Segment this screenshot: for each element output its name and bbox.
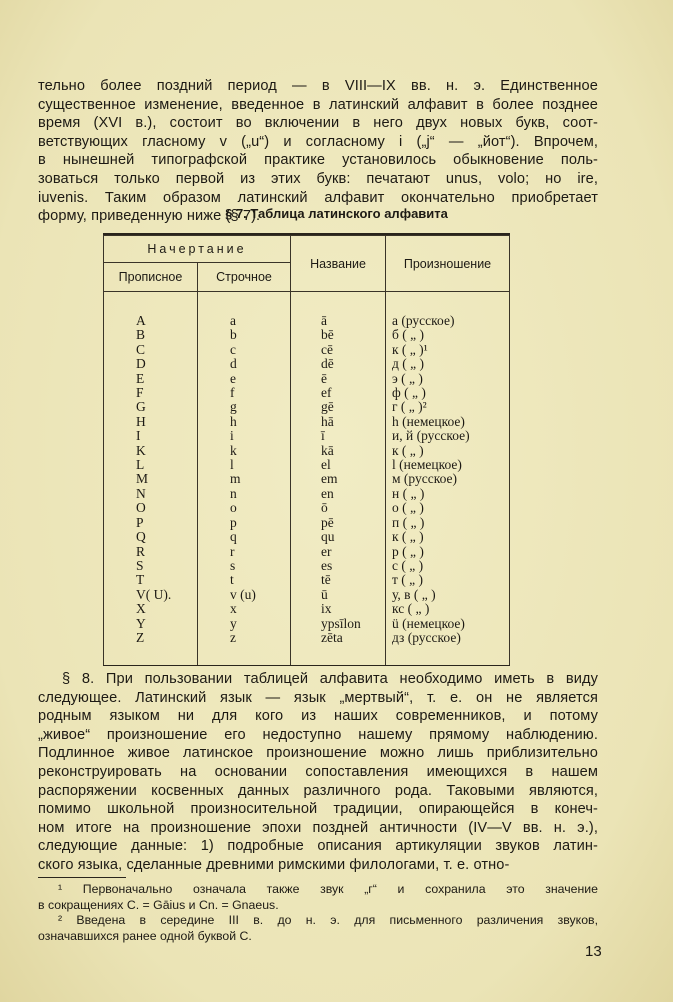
uppercase-cell: N [104,487,198,501]
text-line: Подлинное живое латинское произношение можно лишь приблизительно [38,745,598,762]
pronunciation-cell: у, в ( „ ) [386,588,510,602]
lowercase-cell: x [198,602,291,616]
table-row [104,588,510,602]
lowercase-cell: i [198,429,291,443]
name-cell: tē [291,573,386,587]
pronunciation-cell: р ( „ ) [386,545,510,559]
name-cell: dē [291,357,386,371]
table-row [104,516,510,530]
text-line: время (XVI в.), состоит во включении в него двух новых букв, соот- [38,115,598,132]
text-line: ветствующих гласному v („u“) и согласному i („j“ — „йот“). Впрочем, [38,133,598,150]
lowercase-cell: d [198,357,291,371]
pronunciation-cell: ф ( „ ) [386,386,510,400]
uppercase-cell: E [104,372,198,386]
pronunciation-cell: б ( „ ) [386,328,510,342]
name-cell: ix [291,602,386,616]
pronunciation-cell: к ( „ )¹ [386,343,510,357]
pronunciation-cell: н ( „ ) [386,487,510,501]
name-cell: ā [291,314,386,328]
lowercase-cell: p [198,516,291,530]
footnote-line: ¹ Первоначально означала также звук „г“ и сохранила это значение [58,882,598,896]
table-row [104,559,510,573]
pronunciation-cell: дз (русское) [386,631,510,645]
uppercase-cell: T [104,573,198,587]
name-cell: cē [291,343,386,357]
pronunciation-cell: l (немецкое) [386,458,510,472]
table-end [104,645,510,666]
uppercase-cell: L [104,458,198,472]
name-cell: ō [291,501,386,515]
alphabet-table [103,235,510,666]
pronunciation-cell: п ( „ ) [386,516,510,530]
lowercase-cell: a [198,314,291,328]
header-group-nachertanie: Начертание [104,236,291,263]
table-row [104,501,510,515]
text-line: зоваться только первой из этих букв: печатают unus, volo; но ire, [38,171,598,187]
uppercase-cell: Z [104,631,198,645]
lowercase-cell: n [198,487,291,501]
name-cell: ū [291,588,386,602]
uppercase-cell: R [104,545,198,559]
table-row [104,314,510,328]
text-line: ского языка, сделанные древними римскими филологами, т. е. отно- [38,857,510,873]
name-cell: kā [291,444,386,458]
pronunciation-cell: кс ( „ ) [386,602,510,616]
table-row [104,487,510,501]
header-pronunciation: Произношение [386,236,510,292]
text-line: следующие данные: 1) подробные описания артикуляции звуков латин- [38,838,598,855]
lowercase-cell: c [198,343,291,357]
name-cell: hā [291,415,386,429]
uppercase-cell: D [104,357,198,371]
table-row [104,545,510,559]
text-line: форму, приведенную ниже (§ 7). [38,208,261,225]
name-cell: ypsīlon [291,617,386,631]
table-row [104,357,510,371]
lowercase-cell: r [198,545,291,559]
table-row [104,343,510,357]
header-lowercase: Строчное [198,263,291,292]
lowercase-cell: v (u) [198,588,291,602]
text-line: распоряжении косвенных данных различного рода. Таковыми являются, [38,782,598,799]
text-line: тельно более поздний период — в VIII—IX вв. н. э. Единственное [38,78,598,94]
table-row [104,429,510,443]
text-line: родным языком ни для кого из наших современников, и потому [38,708,598,725]
lowercase-cell: f [198,386,291,400]
lowercase-cell: h [198,415,291,429]
uppercase-cell: S [104,559,198,573]
name-cell: en [291,487,386,501]
lowercase-cell: o [198,501,291,515]
lowercase-cell: s [198,559,291,573]
table-row [104,415,510,429]
uppercase-cell: X [104,602,198,616]
table-row [104,602,510,616]
table-spacer [104,292,510,315]
name-cell: pē [291,516,386,530]
footnote-line: означавшихся ранее одной буквой С. [38,928,252,943]
lowercase-cell: m [198,472,291,486]
uppercase-cell: H [104,415,198,429]
uppercase-cell: A [104,314,198,328]
table-row [104,400,510,414]
uppercase-cell: V( U). [104,588,198,602]
pronunciation-cell: ü (немецкое) [386,617,510,631]
lowercase-cell: z [198,631,291,645]
footnote-line: в сокращениях C. = Gāius и Cn. = Gnaeus. [38,897,279,912]
uppercase-cell: I [104,429,198,443]
name-cell: ef [291,386,386,400]
table-row [104,617,510,631]
uppercase-cell: C [104,343,198,357]
lowercase-cell: g [198,400,291,414]
lowercase-cell: k [198,444,291,458]
lowercase-cell: y [198,617,291,631]
uppercase-cell: O [104,501,198,515]
pronunciation-cell: г ( „ )² [386,400,510,414]
pronunciation-cell: м (русское) [386,472,510,486]
lowercase-cell: q [198,530,291,544]
pronunciation-cell: h (немецкое) [386,415,510,429]
pronunciation-cell: о ( „ ) [386,501,510,515]
table-row [104,328,510,342]
table-row [104,472,510,486]
name-cell: qu [291,530,386,544]
uppercase-cell: F [104,386,198,400]
pronunciation-cell: э ( „ ) [386,372,510,386]
table-row [104,444,510,458]
uppercase-cell: P [104,516,198,530]
uppercase-cell: G [104,400,198,414]
pronunciation-cell: д ( „ ) [386,357,510,371]
table-row [104,530,510,544]
footnote-rule [38,877,126,878]
text-line: ном итоге на произношение эпохи поздней античности (IV—V вв. н. э.), [38,819,598,836]
uppercase-cell: M [104,472,198,486]
name-cell: es [291,559,386,573]
table-row [104,386,510,400]
name-cell: gē [291,400,386,414]
text-line: существенное изменение, введенное в латинский алфавит в более позднее [38,96,598,113]
uppercase-cell: Q [104,530,198,544]
page-number: 13 [585,943,602,960]
table-title: § 7. Таблица латинского алфавита [225,206,448,221]
uppercase-cell: K [104,444,198,458]
table-row [104,573,510,587]
pronunciation-cell: т ( „ ) [386,573,510,587]
pronunciation-cell: а (русское) [386,314,510,328]
pronunciation-cell: с ( „ ) [386,559,510,573]
lowercase-cell: l [198,458,291,472]
header-uppercase: Прописное [104,263,198,292]
table-row [104,372,510,386]
name-cell: em [291,472,386,486]
name-cell: ē [291,372,386,386]
pronunciation-cell: к ( „ ) [386,444,510,458]
uppercase-cell: Y [104,617,198,631]
text-line: iuvenis. Таким образом латинский алфавит окончательно приобретает [38,189,598,206]
pronunciation-cell: и, й (русское) [386,429,510,443]
text-line: помимо школьной произносительной традиции, опирающейся в конеч- [38,801,598,818]
text-line: следующее. Латинский язык — язык „мертвый“, т. е. он не является [38,689,598,706]
name-cell: ī [291,429,386,443]
text-line: § 8. При пользовании таблицей алфавита необходимо иметь в виду [62,671,598,687]
table-row [104,631,510,645]
text-line: „живое“ произношение его недоступно нашему прямому наблюдению. [38,726,598,743]
name-cell: bē [291,328,386,342]
table-row [104,458,510,472]
lowercase-cell: b [198,328,291,342]
uppercase-cell: B [104,328,198,342]
footnote-line: ² Введена в середине III в. до н. э. для письменного различения звуков, [58,913,598,927]
name-cell: zēta [291,631,386,645]
lowercase-cell: t [198,573,291,587]
name-cell: el [291,458,386,472]
text-line: реконструировать на основании сопоставления имеющихся в нашем [38,764,598,780]
name-cell: er [291,545,386,559]
lowercase-cell: e [198,372,291,386]
text-line: в нынешней типографской практике установилось обыкновение поль- [38,152,598,169]
header-name: Название [291,236,386,292]
pronunciation-cell: к ( „ ) [386,530,510,544]
